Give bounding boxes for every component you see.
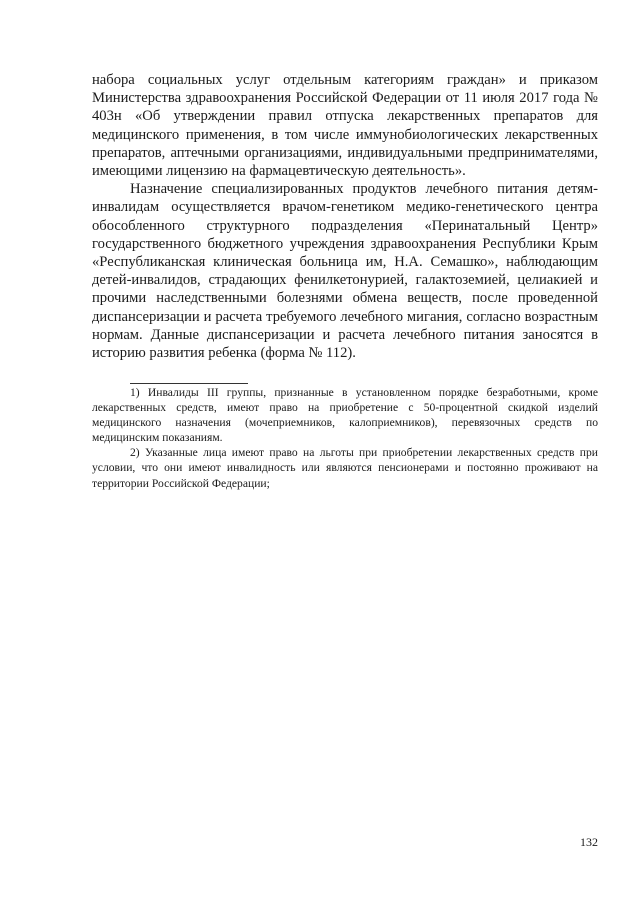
paragraph-continuation: набора социальных услуг отдельным категориям граждан» и приказом Министерства здравоохранения Российской Федерации от 11 июля 2017 года № 403н «Об утверждении правил отпуска лекарственных препаратов для медицинского применения, в том числе иммунобиологических лекарственных препаратов, аптечными организациями, индивидуальными предпринимателями, имеющими лицензию на фармацевтическую деятельность».	[92, 72, 598, 180]
footnote-1: 1) Инвалиды III группы, признанные в установленном порядке безработными, кроме лекарственных средств, имеют право на приобретение с 50-процентной скидкой изделий медицинского назначения (мочеприемников, калоприемников), перевязочных средств по медицинским показаниям.	[92, 386, 598, 445]
footnotes	[92, 385, 598, 491]
footnote-2: 2) Указанные лица имеют право на льготы при приобретении лекарственных средств при условии, что они имеют инвалидность или являются пенсионерами и постоянно проживают на территории Российской Федерации;	[92, 446, 598, 490]
footnote-separator	[130, 383, 248, 384]
main-text	[92, 71, 598, 362]
paragraph-nutrition-prescription: Назначение специализированных продуктов лечебного питания детям-инвалидам осуществляется врачом-генетиком медико-генетического центра обособленного структурного подразделения «Перинатальный Центр» государственного бюджетного учреждения здравоохранения Республики Крым «Республиканская клиническая больница им, Н.А. Семашко», наблюдающим детей-инвалидов, страдающих фенилкетонурией, галактоземией, целиакией и прочими наследственными болезнями обмена веществ, после проведенной диспансеризации и расчета требуемого лечебного мигания, согласно возрастным нормам. Данные диспансеризации и расчета лечебного питания заносятся в историю развития ребенка (форма № 112).	[92, 181, 598, 362]
page-number: 132	[580, 835, 598, 849]
